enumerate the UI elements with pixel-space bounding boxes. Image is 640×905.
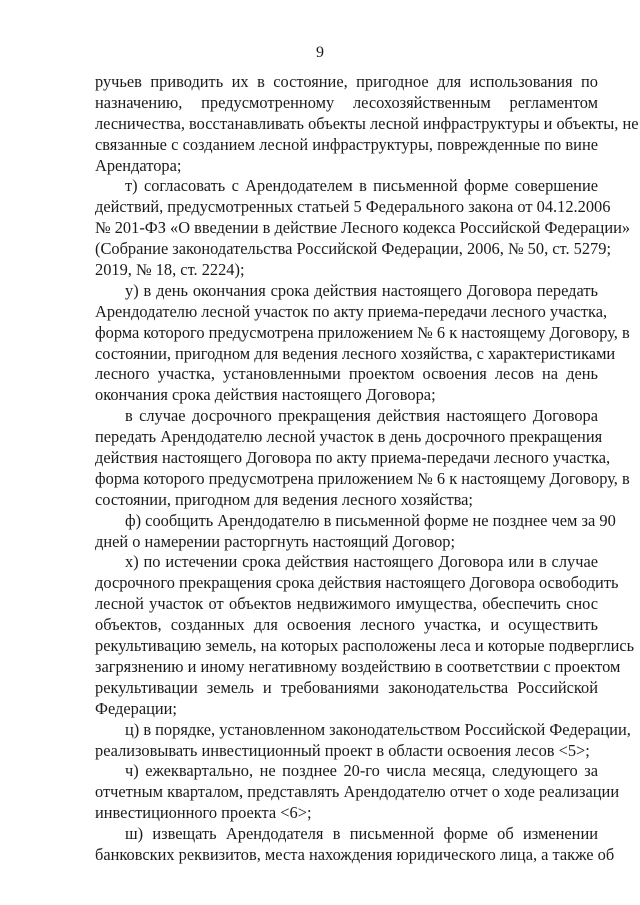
text-line: в случае досрочного прекращения действия настоящего Договора <box>125 406 598 426</box>
text-line: банковских реквизитов, места нахождения юридического лица, а также об <box>95 844 615 864</box>
text-line: Арендатора; <box>95 155 182 175</box>
text-line: 2019, № 18, ст. 2224); <box>95 260 245 280</box>
text-line: досрочного прекращения срока действия настоящего Договора освободить <box>95 573 619 593</box>
text-line: загрязнению и иному негативному воздействию в соответствии с проектом <box>95 656 621 676</box>
text-line: состоянии, пригодном для ведения лесного хозяйства; <box>95 489 473 509</box>
text-line: рекультивацию земель, на которых расположены леса и которые подверглись <box>95 636 635 656</box>
text-line: х) по истечении срока действия настоящего Договора или в случае <box>125 552 598 572</box>
text-line: Арендодателю лесной участок по акту приема-передачи лесного участка, <box>95 301 608 321</box>
text-line: действия настоящего Договора по акту приема-передачи лесного участка, <box>95 448 611 468</box>
text-line: связанные с созданием лесной инфраструктуры, поврежденные по вине <box>95 134 598 154</box>
text-line: действий, предусмотренных статьей 5 Федерального закона от 04.12.2006 <box>95 197 611 217</box>
text-line: состоянии, пригодном для ведения лесного хозяйства, с характеристиками <box>95 343 616 363</box>
text-line: дней о намерении расторгнуть настоящий Договор; <box>95 531 456 551</box>
text-line: лесничества, восстанавливать объекты лесной инфраструктуры и объекты, не <box>95 113 639 133</box>
text-line: назначению, предусмотренному лесохозяйственным регламентом <box>95 92 598 112</box>
paragraph-p1 <box>95 176 631 280</box>
document-body <box>95 72 639 866</box>
paragraph-p6 <box>95 719 631 762</box>
text-line: объектов, созданных для освоения лесного участка, и осуществить <box>95 615 598 635</box>
paragraph-p2 <box>95 280 630 406</box>
text-line: ч) ежеквартально, не позднее 20-го числа месяца, следующего за <box>125 761 598 781</box>
text-line: лесного участка, установленными проектом освоения лесов на день <box>95 364 598 384</box>
text-line: передать Арендодателю лесной участок в день досрочного прекращения <box>95 427 603 447</box>
paragraph-p7 <box>95 761 620 824</box>
text-line: рекультивации земель и требованиями законодательства Российской <box>95 677 598 697</box>
text-line: (Собрание законодательства Российской Федерации, 2006, № 50, ст. 5279; <box>95 239 612 259</box>
paragraph-p3 <box>95 406 630 510</box>
text-line: ручьев приводить их в состояние, пригодное для использования по <box>95 72 598 91</box>
paragraph-p8 <box>95 824 615 866</box>
paragraph-p4 <box>95 510 616 553</box>
paragraph-p5 <box>95 552 635 719</box>
text-line: форма которого предусмотрена приложением № 6 к настоящему Договору, в <box>95 468 630 488</box>
text-line: ш) извещать Арендодателя в письменной форме об изменении <box>125 824 598 844</box>
text-line: № 201-ФЗ «О введении в действие Лесного кодекса Российской Федерации» <box>95 218 631 238</box>
text-line: окончания срока действия настоящего Договора; <box>95 385 436 405</box>
text-line: реализовывать инвестиционный проект в области освоения лесов <5>; <box>95 740 590 760</box>
text-line: ц) в порядке, установленном законодательством Российской Федерации, <box>125 719 631 739</box>
text-line: инвестиционного проекта <6>; <box>95 803 312 823</box>
text-line: ф) сообщить Арендодателю в письменной форме не позднее чем за 90 <box>125 510 616 530</box>
page-number: 9 <box>316 44 324 61</box>
text-line: у) в день окончания срока действия настоящего Договора передать <box>125 280 598 300</box>
paragraph-p0 <box>95 72 639 176</box>
text-line: отчетным кварталом, представлять Арендодателю отчет о ходе реализации <box>95 782 620 802</box>
text-line: лесной участок от объектов недвижимого имущества, обеспечить снос <box>95 594 598 614</box>
text-line: Федерации; <box>95 698 177 718</box>
text-line: т) согласовать с Арендодателем в письменной форме совершение <box>125 176 598 196</box>
text-line: форма которого предусмотрена приложением № 6 к настоящему Договору, в <box>95 322 630 342</box>
